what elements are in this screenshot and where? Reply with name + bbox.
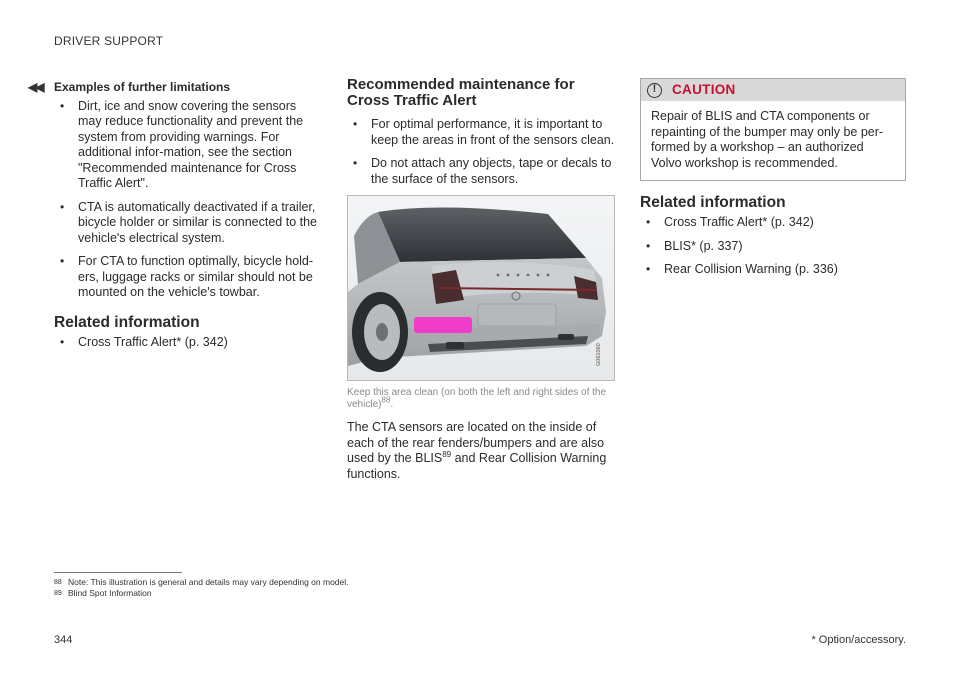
figure-caption xyxy=(347,387,615,411)
column-limitations xyxy=(54,80,322,358)
caution-text: Repair of BLIS and CTA components or repainting of the bumper may only be per-formed by a workshop – an authorized Volvo workshop is recommended. xyxy=(651,109,884,170)
option-accessory-note: * Option/accessory. xyxy=(811,634,906,646)
related-heading: Related information xyxy=(54,313,200,331)
page-number: 344 xyxy=(54,634,73,646)
footnote-88 xyxy=(54,577,349,588)
footnote-number: 89 xyxy=(54,590,62,597)
related-link-rear-collision-warning[interactable]: • Rear Collision Warning (p. 336) xyxy=(640,262,906,278)
footnote-number: 88 xyxy=(54,579,62,586)
column-caution xyxy=(640,78,906,286)
sensor-location-paragraph xyxy=(347,420,615,482)
related-section xyxy=(640,195,906,278)
list-item: • For optimal performance, it is important to keep the areas in front of the sensors clean. xyxy=(347,117,615,148)
car-rear-icon xyxy=(348,196,614,380)
footnote-text: Note: This illustration is general and details may vary depending on model. xyxy=(68,577,349,587)
svg-text:G061060: G061060 xyxy=(596,343,602,366)
exclamation-icon: ! xyxy=(647,83,662,98)
list-item: • Dirt, ice and snow covering the sensors may reduce functionality and prevent the system from providing warnings. For additional infor-mation, see the section "Recommended maintenance for Cross Traffic Alert". xyxy=(54,99,322,192)
caution-title: CAUTION xyxy=(672,82,736,98)
section-title: DRIVER SUPPORT xyxy=(54,34,164,48)
caution-box xyxy=(640,78,906,181)
paragraph-text-end: and Rear Collision Warning functions. xyxy=(347,451,607,481)
footnote-ref-89[interactable]: 89 xyxy=(442,449,452,459)
footnote-ref-88[interactable]: 88 xyxy=(381,395,391,405)
caption-text: Keep this area clean (on both the left and right sides of the vehicle) xyxy=(347,387,607,410)
maintenance-list xyxy=(347,117,615,187)
related-link-cross-traffic-alert[interactable]: • Cross Traffic Alert* (p. 342) xyxy=(54,335,322,351)
related-link-cross-traffic-alert[interactable]: • Cross Traffic Alert* (p. 342) xyxy=(640,215,906,231)
sensor-area-highlight xyxy=(414,317,472,333)
list-item: • For CTA to function optimally, bicycle hold-ers, luggage racks or similar should not be mounted on the vehicle's towbar. xyxy=(54,254,322,301)
list-item: • Do not attach any objects, tape or decals to the surface of the sensors. xyxy=(347,156,615,187)
footnote-text: Blind Spot Information xyxy=(68,588,152,598)
footnote-89 xyxy=(54,588,152,599)
limitations-heading: Examples of further limitations xyxy=(54,80,231,94)
list-item: • CTA is automatically deactivated if a trailer, bicycle holder or similar is connected to the vehicle's electrical system. xyxy=(54,200,322,247)
caution-header xyxy=(641,79,905,101)
car-rear-illustration xyxy=(347,195,615,381)
continued-arrows-icon: ◀◀ xyxy=(28,80,43,94)
column-maintenance xyxy=(347,77,615,482)
related-heading: Related information xyxy=(640,194,786,211)
limitations-list xyxy=(54,99,322,301)
related-list xyxy=(640,215,906,278)
related-list xyxy=(54,335,322,351)
footnote-divider xyxy=(54,572,182,573)
caption-end: . xyxy=(390,399,394,410)
paragraph-text: The CTA sensors are located on the inside of each of the rear fenders/bumpers and are also used by the BLIS xyxy=(347,420,605,465)
related-link-blis[interactable]: • BLIS* (p. 337) xyxy=(640,239,906,255)
maintenance-heading: Recommended maintenance for Cross Traffic Alert xyxy=(347,76,575,109)
